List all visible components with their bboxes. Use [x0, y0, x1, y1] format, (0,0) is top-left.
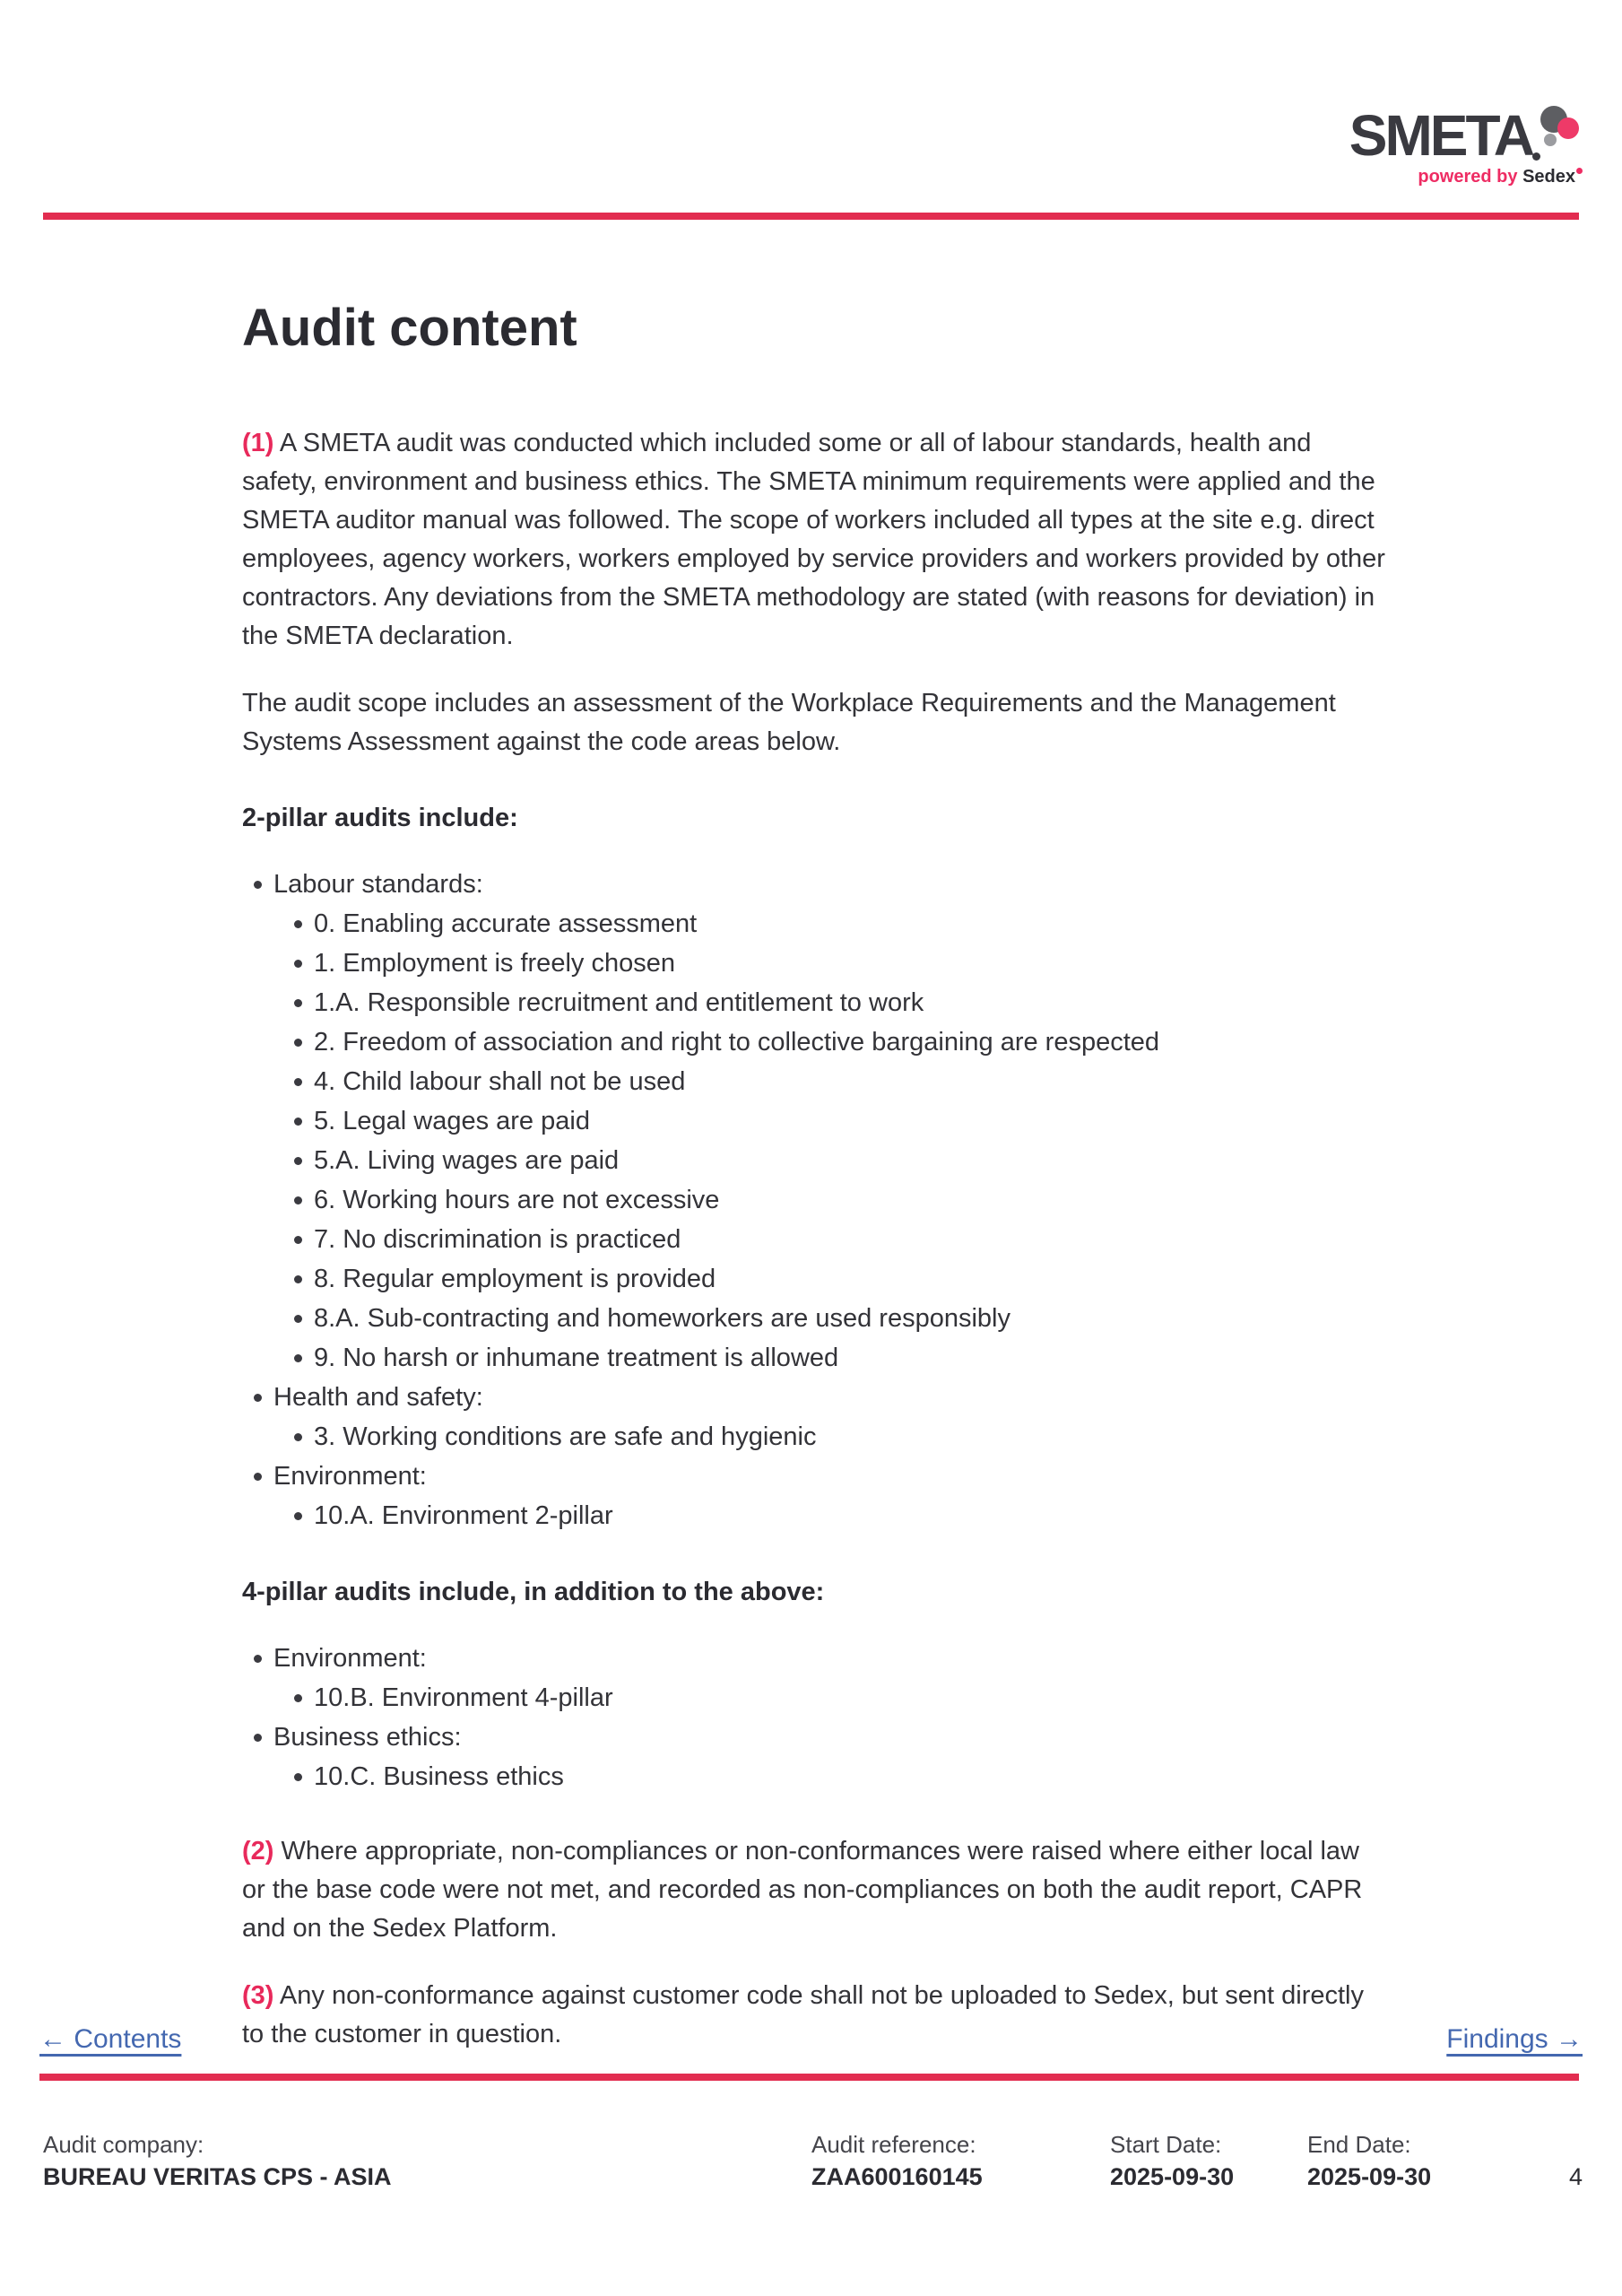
paragraph-2: [242, 1832, 1388, 1948]
logo-brand-text: SMETA: [1349, 103, 1532, 169]
bullet-icon: [294, 1512, 302, 1520]
sub-list: [242, 1417, 1388, 1457]
nav-findings-link[interactable]: Findings →: [1446, 2024, 1583, 2054]
item-row: [242, 1496, 1388, 1535]
bullet-icon: [294, 920, 302, 928]
bullet-icon: [294, 1433, 302, 1441]
bullet-icon: [294, 1275, 302, 1283]
sub-list: [242, 1678, 1388, 1718]
two-pillar-list: [242, 865, 1388, 1535]
item-row: [242, 1338, 1388, 1378]
paragraph-intro: [242, 424, 1388, 656]
list-group: [242, 1639, 1388, 1718]
footer-label: Audit company:: [43, 2131, 204, 2158]
list-item: [242, 1299, 1388, 1338]
bullet-icon: [294, 1196, 302, 1205]
list-item: [242, 983, 1388, 1022]
intro-marker: (1): [242, 429, 274, 457]
bullet-icon: [294, 1236, 302, 1244]
group-label: Environment:: [273, 1644, 427, 1673]
bullet-icon: [254, 881, 262, 889]
bullet-icon: [294, 999, 302, 1007]
tagline-trademark-dot-icon: [1576, 168, 1583, 174]
paragraph-2-text: Where appropriate, non-compliances or non-conformances were raised where either local law or the base code were not met, and recorded as non-compliances on both the audit report, CAPR and on the Sedex Platform.: [242, 1837, 1363, 1943]
list-item: [242, 1101, 1388, 1141]
footer-audit-reference: [811, 2129, 983, 2194]
bullet-icon: [294, 1157, 302, 1165]
list-item-label: 0. Enabling accurate assessment: [314, 909, 698, 938]
sub-list: [242, 1757, 1388, 1796]
list-item: [242, 1417, 1388, 1457]
header-rule: [43, 213, 1579, 220]
group-row: [242, 1457, 1388, 1496]
footer-label: Audit reference:: [811, 2131, 976, 2158]
group-row: [242, 865, 1388, 904]
tagline-sedex: Sedex: [1522, 167, 1575, 187]
footer-audit-company: [43, 2129, 392, 2194]
paragraph-3-text: Any non-conformance against customer code shall not be uploaded to Sedex, but sent directly to the customer in question.: [242, 1981, 1364, 2048]
group-label: Labour standards:: [273, 870, 483, 899]
page-title: Audit content: [242, 299, 577, 357]
group-row: [242, 1718, 1388, 1757]
item-row: [242, 944, 1388, 983]
nav-contents-link[interactable]: ← Contents: [39, 2024, 182, 2054]
item-row: [242, 1678, 1388, 1718]
sub-list: [242, 1496, 1388, 1535]
group-row: [242, 1378, 1388, 1417]
group-label: Business ethics:: [273, 1723, 462, 1752]
item-row: [242, 904, 1388, 944]
two-pillar-heading: 2-pillar audits include:: [242, 804, 518, 832]
list-item-label: 9. No harsh or inhumane treatment is allowed: [314, 1344, 839, 1372]
list-item-label: 10.A. Environment 2-pillar: [314, 1501, 613, 1530]
page-number: 4: [1568, 2163, 1583, 2190]
bullet-icon: [294, 1773, 302, 1781]
list-item-label: 8. Regular employment is provided: [314, 1265, 716, 1293]
logo-circle-pink-icon: [1557, 117, 1579, 139]
item-row: [242, 1141, 1388, 1180]
paragraph-3-marker: (3): [242, 1981, 274, 2010]
tagline-powered-by: powered by: [1418, 167, 1518, 187]
list-item: [242, 1062, 1388, 1101]
list-item-label: 10.C. Business ethics: [314, 1762, 564, 1791]
page-footer: [43, 2129, 1583, 2201]
bullet-icon: [294, 1354, 302, 1362]
sub-list: [242, 904, 1388, 1378]
bullet-icon: [294, 960, 302, 968]
bullet-icon: [254, 1655, 262, 1663]
bullet-icon: [254, 1394, 262, 1402]
item-row: [242, 1259, 1388, 1299]
list-item: [242, 1022, 1388, 1062]
footer-value: ZAA600160145: [811, 2163, 983, 2190]
list-item-label: 4. Child labour shall not be used: [314, 1067, 686, 1096]
footer-value: BUREAU VERITAS CPS - ASIA: [43, 2163, 392, 2190]
list-item-label: 3. Working conditions are safe and hygienic: [314, 1422, 817, 1451]
list-item-label: 5.A. Living wages are paid: [314, 1146, 620, 1175]
list-item-label: 8.A. Sub-contracting and homeworkers are used responsibly: [314, 1304, 1010, 1333]
logo-dot-cluster-icon: [1532, 106, 1583, 163]
list-group: [242, 865, 1388, 1378]
list-group: [242, 1457, 1388, 1535]
bullet-icon: [254, 1473, 262, 1481]
item-row: [242, 983, 1388, 1022]
item-row: [242, 1417, 1388, 1457]
paragraph-scope: The audit scope includes an assessment of the Workplace Requirements and the Management Systems Assessment against the code areas below.: [242, 689, 1336, 756]
bullet-icon: [294, 1694, 302, 1702]
list-item: [242, 1141, 1388, 1180]
list-group: [242, 1718, 1388, 1796]
item-row: [242, 1101, 1388, 1141]
footer-value: 2025-09-30: [1307, 2163, 1432, 2190]
bullet-icon: [294, 1315, 302, 1323]
list-item: [242, 1757, 1388, 1796]
intro-text: A SMETA audit was conducted which included some or all of labour standards, health and safety, environment and business ethics. The SMETA minimum requirements were applied and the SMETA auditor manual was followed. The scope of workers included all types at the site e.g. direct employees, agency workers, workers employed by service providers and workers provided by other contractors. Any deviations from the SMETA methodology are stated (with reasons for deviation) in the SMETA declaration.: [242, 429, 1385, 650]
item-row: [242, 1022, 1388, 1062]
list-item-label: 5. Legal wages are paid: [314, 1107, 590, 1135]
list-item: [242, 1180, 1388, 1220]
four-pillar-list: [242, 1639, 1388, 1796]
logo-period-dot-icon: [1532, 152, 1540, 161]
list-item: [242, 1338, 1388, 1378]
group-label: Health and safety:: [273, 1383, 483, 1412]
item-row: [242, 1180, 1388, 1220]
list-item: [242, 1678, 1388, 1718]
list-group: [242, 1378, 1388, 1457]
logo-tagline: [1349, 168, 1583, 186]
list-item: [242, 1259, 1388, 1299]
list-item: [242, 944, 1388, 983]
bullet-icon: [294, 1078, 302, 1086]
list-item-label: 2. Freedom of association and right to collective bargaining are respected: [314, 1028, 1160, 1057]
group-row: [242, 1639, 1388, 1678]
footer-label: Start Date:: [1110, 2131, 1222, 2158]
footer-label: End Date:: [1307, 2131, 1411, 2158]
item-row: [242, 1220, 1388, 1259]
smeta-logo: [1349, 103, 1583, 187]
list-item-label: 10.B. Environment 4-pillar: [314, 1683, 613, 1712]
paragraph-2-marker: (2): [242, 1837, 274, 1866]
logo-row: [1349, 103, 1583, 169]
footer-rule: [39, 2074, 1579, 2081]
list-item: [242, 1220, 1388, 1259]
bullet-icon: [254, 1734, 262, 1742]
item-row: [242, 1062, 1388, 1101]
logo-circle-small-gray-icon: [1544, 134, 1557, 146]
list-item: [242, 904, 1388, 944]
group-label: Environment:: [273, 1462, 427, 1491]
four-pillar-heading: 4-pillar audits include, in addition to the above:: [242, 1578, 825, 1606]
footer-value: 2025-09-30: [1110, 2163, 1235, 2190]
list-item-label: 7. No discrimination is practiced: [314, 1225, 681, 1254]
list-item-label: 1.A. Responsible recruitment and entitlement to work: [314, 988, 924, 1017]
bullet-icon: [294, 1118, 302, 1126]
page-nav: [39, 2023, 1583, 2056]
list-item: [242, 1496, 1388, 1535]
item-row: [242, 1299, 1388, 1338]
footer-start-date: [1110, 2129, 1234, 2194]
footer-end-date: [1307, 2129, 1431, 2194]
list-item-label: 1. Employment is freely chosen: [314, 949, 675, 978]
main-content: [242, 298, 1388, 2083]
bullet-icon: [294, 1039, 302, 1047]
list-item-label: 6. Working hours are not excessive: [314, 1186, 720, 1214]
item-row: [242, 1757, 1388, 1796]
